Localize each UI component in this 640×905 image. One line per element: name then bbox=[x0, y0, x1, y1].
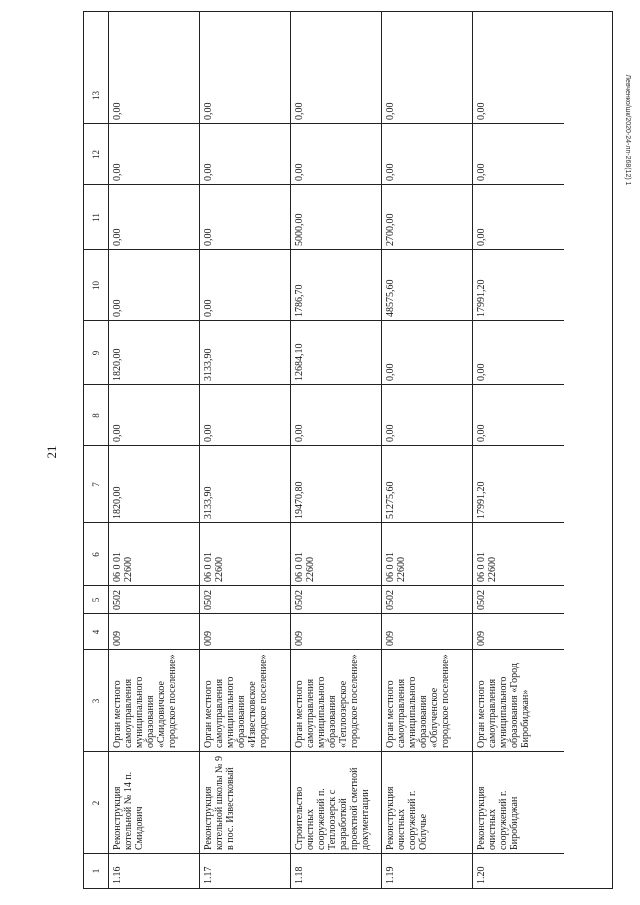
cell-text: 0502 bbox=[203, 590, 214, 610]
header-cell-col-10 bbox=[84, 250, 108, 321]
cell-total bbox=[109, 446, 200, 523]
cell-col-12 bbox=[109, 124, 200, 185]
cell-organization bbox=[291, 650, 382, 752]
cell-col-9 bbox=[109, 321, 200, 385]
cell-text: 0,00 bbox=[294, 163, 305, 181]
cell-object-name bbox=[382, 752, 473, 854]
cell-text: 0,00 bbox=[476, 228, 487, 246]
cell-total bbox=[291, 446, 382, 523]
cell-text: 13 bbox=[91, 91, 101, 100]
cell-text: 06 0 01 22600 bbox=[203, 552, 225, 582]
cell-text: 3133,90 bbox=[203, 348, 214, 381]
cell-text: 1 bbox=[91, 868, 101, 874]
cell-text: 009 bbox=[385, 631, 396, 646]
cell-text: 12 bbox=[91, 150, 101, 159]
cell-text: 2 bbox=[91, 800, 101, 806]
cell-col-12 bbox=[473, 124, 564, 185]
page-number: 21 bbox=[44, 445, 59, 459]
cell-text: 1820,00 bbox=[112, 486, 123, 519]
header-cell-col-11 bbox=[84, 185, 108, 250]
cell-text: 7 bbox=[91, 482, 101, 487]
header-cell-object-name bbox=[84, 752, 108, 854]
cell-col-8 bbox=[109, 385, 200, 446]
header-cell-row-number bbox=[84, 854, 108, 888]
header-cell-col-13 bbox=[84, 67, 108, 124]
cell-col-8 bbox=[200, 385, 291, 446]
cell-text: 0,00 bbox=[476, 163, 487, 181]
cell-total bbox=[382, 446, 473, 523]
header-row bbox=[84, 12, 108, 888]
cell-text: 48575,60 bbox=[385, 279, 396, 317]
cell-row-number bbox=[200, 854, 291, 888]
cell-text: 6 bbox=[91, 552, 101, 557]
cell-code-5 bbox=[473, 586, 564, 614]
cell-text: 5000,00 bbox=[294, 213, 305, 246]
cell-text: 0,00 bbox=[112, 102, 123, 120]
cell-code-6 bbox=[200, 523, 291, 586]
cell-text: Реконструкция очистных сооружений г. Облучье bbox=[385, 786, 429, 850]
cell-text: 0502 bbox=[112, 590, 123, 610]
cell-text: 0,00 bbox=[476, 102, 487, 120]
cell-text: 10 bbox=[91, 281, 101, 290]
cell-col-13 bbox=[109, 67, 200, 124]
cell-text: 0502 bbox=[294, 590, 305, 610]
cell-object-name bbox=[291, 752, 382, 854]
cell-text: Орган местного самоуправления муниципального образования «Смидовичское городское поселение» bbox=[112, 654, 178, 748]
cell-col-9 bbox=[473, 321, 564, 385]
cell-col-11 bbox=[109, 185, 200, 250]
cell-text: 06 0 01 22600 bbox=[112, 552, 134, 582]
cell-text: Строительство очистных сооружений п. Теплоозерск с разработкой проектной сметной документации bbox=[294, 767, 371, 850]
table-row bbox=[108, 12, 200, 888]
cell-code-4 bbox=[382, 614, 473, 650]
cell-col-12 bbox=[291, 124, 382, 185]
cell-text: 0,00 bbox=[294, 424, 305, 442]
cell-col-10 bbox=[109, 250, 200, 321]
cell-col-8 bbox=[473, 385, 564, 446]
header-cell-total bbox=[84, 446, 108, 523]
cell-row-number bbox=[109, 854, 200, 888]
cell-text: 1.17 bbox=[203, 866, 214, 884]
cell-code-4 bbox=[473, 614, 564, 650]
cell-text: 17991,20 bbox=[476, 481, 487, 519]
cell-text: 009 bbox=[294, 631, 305, 646]
cell-text: Реконструкция котельной школы № 9 в пос. Известковый bbox=[203, 756, 236, 850]
cell-text: 0,00 bbox=[112, 424, 123, 442]
cell-text: 1.16 bbox=[112, 866, 123, 884]
cell-col-13 bbox=[200, 67, 291, 124]
cell-text: 1820,00 bbox=[112, 348, 123, 381]
cell-object-name bbox=[473, 752, 564, 854]
cell-text: 0,00 bbox=[385, 363, 396, 381]
cell-code-6 bbox=[109, 523, 200, 586]
cell-col-10 bbox=[473, 250, 564, 321]
cell-code-6 bbox=[382, 523, 473, 586]
table-row bbox=[381, 12, 473, 888]
cell-object-name bbox=[109, 752, 200, 854]
cell-code-4 bbox=[291, 614, 382, 650]
cell-row-number bbox=[291, 854, 382, 888]
cell-col-11 bbox=[382, 185, 473, 250]
cell-col-11 bbox=[291, 185, 382, 250]
cell-text: 0,00 bbox=[203, 228, 214, 246]
cell-text: 0,00 bbox=[203, 102, 214, 120]
cell-col-10 bbox=[200, 250, 291, 321]
cell-text: Орган местного самоуправления муниципального образования «Облученское городское поселение» bbox=[385, 654, 451, 748]
cell-text: 1.18 bbox=[294, 866, 305, 884]
table-row bbox=[290, 12, 382, 888]
header-cell-code-4 bbox=[84, 614, 108, 650]
cell-col-11 bbox=[200, 185, 291, 250]
cell-text: 4 bbox=[91, 629, 101, 635]
cell-col-9 bbox=[291, 321, 382, 385]
header-cell-code-5 bbox=[84, 586, 108, 614]
cell-text: Орган местного самоуправления муниципального образования «Город Биробиджан» bbox=[476, 663, 531, 748]
cell-code-4 bbox=[200, 614, 291, 650]
header-cell-organization bbox=[84, 650, 108, 752]
cell-total bbox=[200, 446, 291, 523]
cell-text: 3133,90 bbox=[203, 486, 214, 519]
cell-organization bbox=[382, 650, 473, 752]
cell-text: Реконструкция очистных сооружений г. Биробиджан bbox=[476, 786, 520, 850]
cell-text: 19470,80 bbox=[294, 481, 305, 519]
cell-text: 0502 bbox=[476, 590, 487, 610]
table-row bbox=[472, 12, 564, 888]
cell-col-10 bbox=[382, 250, 473, 321]
cell-text: 1786,70 bbox=[294, 284, 305, 317]
cell-code-5 bbox=[382, 586, 473, 614]
cell-text: 2700,00 bbox=[385, 213, 396, 246]
cell-text: 3 bbox=[91, 698, 101, 704]
cell-text: 06 0 01 22600 bbox=[385, 552, 407, 582]
cell-text: 0,00 bbox=[476, 363, 487, 381]
header-cell-code-6 bbox=[84, 523, 108, 586]
cell-text: 12684,10 bbox=[294, 343, 305, 381]
cell-col-10 bbox=[291, 250, 382, 321]
cell-text: Орган местного самоуправления муниципального образования «Известковское городское поселение» bbox=[203, 654, 269, 748]
cell-text: 0,00 bbox=[385, 102, 396, 120]
cell-object-name bbox=[200, 752, 291, 854]
cell-code-4 bbox=[109, 614, 200, 650]
cell-text: 17991,20 bbox=[476, 279, 487, 317]
table-row bbox=[199, 12, 291, 888]
cell-text: 009 bbox=[112, 631, 123, 646]
cell-text: 06 0 01 22600 bbox=[476, 552, 498, 582]
cell-text: 0,00 bbox=[385, 424, 396, 442]
cell-text: 009 bbox=[203, 631, 214, 646]
cell-col-13 bbox=[291, 67, 382, 124]
cell-text: 0,00 bbox=[203, 424, 214, 442]
cell-text: Орган местного самоуправления муниципального образования «Теплоозерское городское поселение» bbox=[294, 654, 360, 748]
cell-text: 009 bbox=[476, 631, 487, 646]
cell-text: 11 bbox=[91, 213, 101, 222]
cell-total bbox=[473, 446, 564, 523]
cell-col-8 bbox=[291, 385, 382, 446]
cell-text: 1.20 bbox=[476, 866, 487, 884]
cell-text: 0,00 bbox=[385, 163, 396, 181]
cell-text: Реконструкция котельной № 14 п. Смидович bbox=[112, 771, 145, 850]
cell-organization bbox=[200, 650, 291, 752]
cell-col-9 bbox=[200, 321, 291, 385]
cell-text: 8 bbox=[91, 413, 101, 418]
header-cell-col-12 bbox=[84, 124, 108, 185]
cell-text: 51275,60 bbox=[385, 481, 396, 519]
cell-col-9 bbox=[382, 321, 473, 385]
cell-col-8 bbox=[382, 385, 473, 446]
cell-code-5 bbox=[109, 586, 200, 614]
cell-text: 0,00 bbox=[476, 424, 487, 442]
cell-col-12 bbox=[200, 124, 291, 185]
header-cell-col-9 bbox=[84, 321, 108, 385]
cell-text: 0,00 bbox=[112, 163, 123, 181]
cell-organization bbox=[109, 650, 200, 752]
cell-text: 06 0 01 22600 bbox=[294, 552, 316, 582]
cell-text: 0,00 bbox=[112, 299, 123, 317]
cell-code-5 bbox=[291, 586, 382, 614]
cell-row-number bbox=[382, 854, 473, 888]
cell-text: 9 bbox=[91, 350, 101, 356]
cell-code-6 bbox=[291, 523, 382, 586]
budget-table bbox=[83, 11, 613, 889]
cell-code-5 bbox=[200, 586, 291, 614]
cell-col-13 bbox=[473, 67, 564, 124]
cell-organization bbox=[473, 650, 564, 752]
cell-col-11 bbox=[473, 185, 564, 250]
cell-text: 0,00 bbox=[203, 163, 214, 181]
cell-text: 5 bbox=[91, 597, 101, 603]
cell-text: 0,00 bbox=[203, 299, 214, 317]
cell-text: 0,00 bbox=[294, 102, 305, 120]
cell-text: 1.19 bbox=[385, 866, 396, 884]
cell-row-number bbox=[473, 854, 564, 888]
header-cell-col-8 bbox=[84, 385, 108, 446]
document-code: Левченко/шк/2020-24-лп-268(12) 1 bbox=[624, 74, 631, 186]
cell-text: 0,00 bbox=[112, 228, 123, 246]
cell-code-6 bbox=[473, 523, 564, 586]
cell-text: 0502 bbox=[385, 590, 396, 610]
cell-col-13 bbox=[382, 67, 473, 124]
cell-col-12 bbox=[382, 124, 473, 185]
